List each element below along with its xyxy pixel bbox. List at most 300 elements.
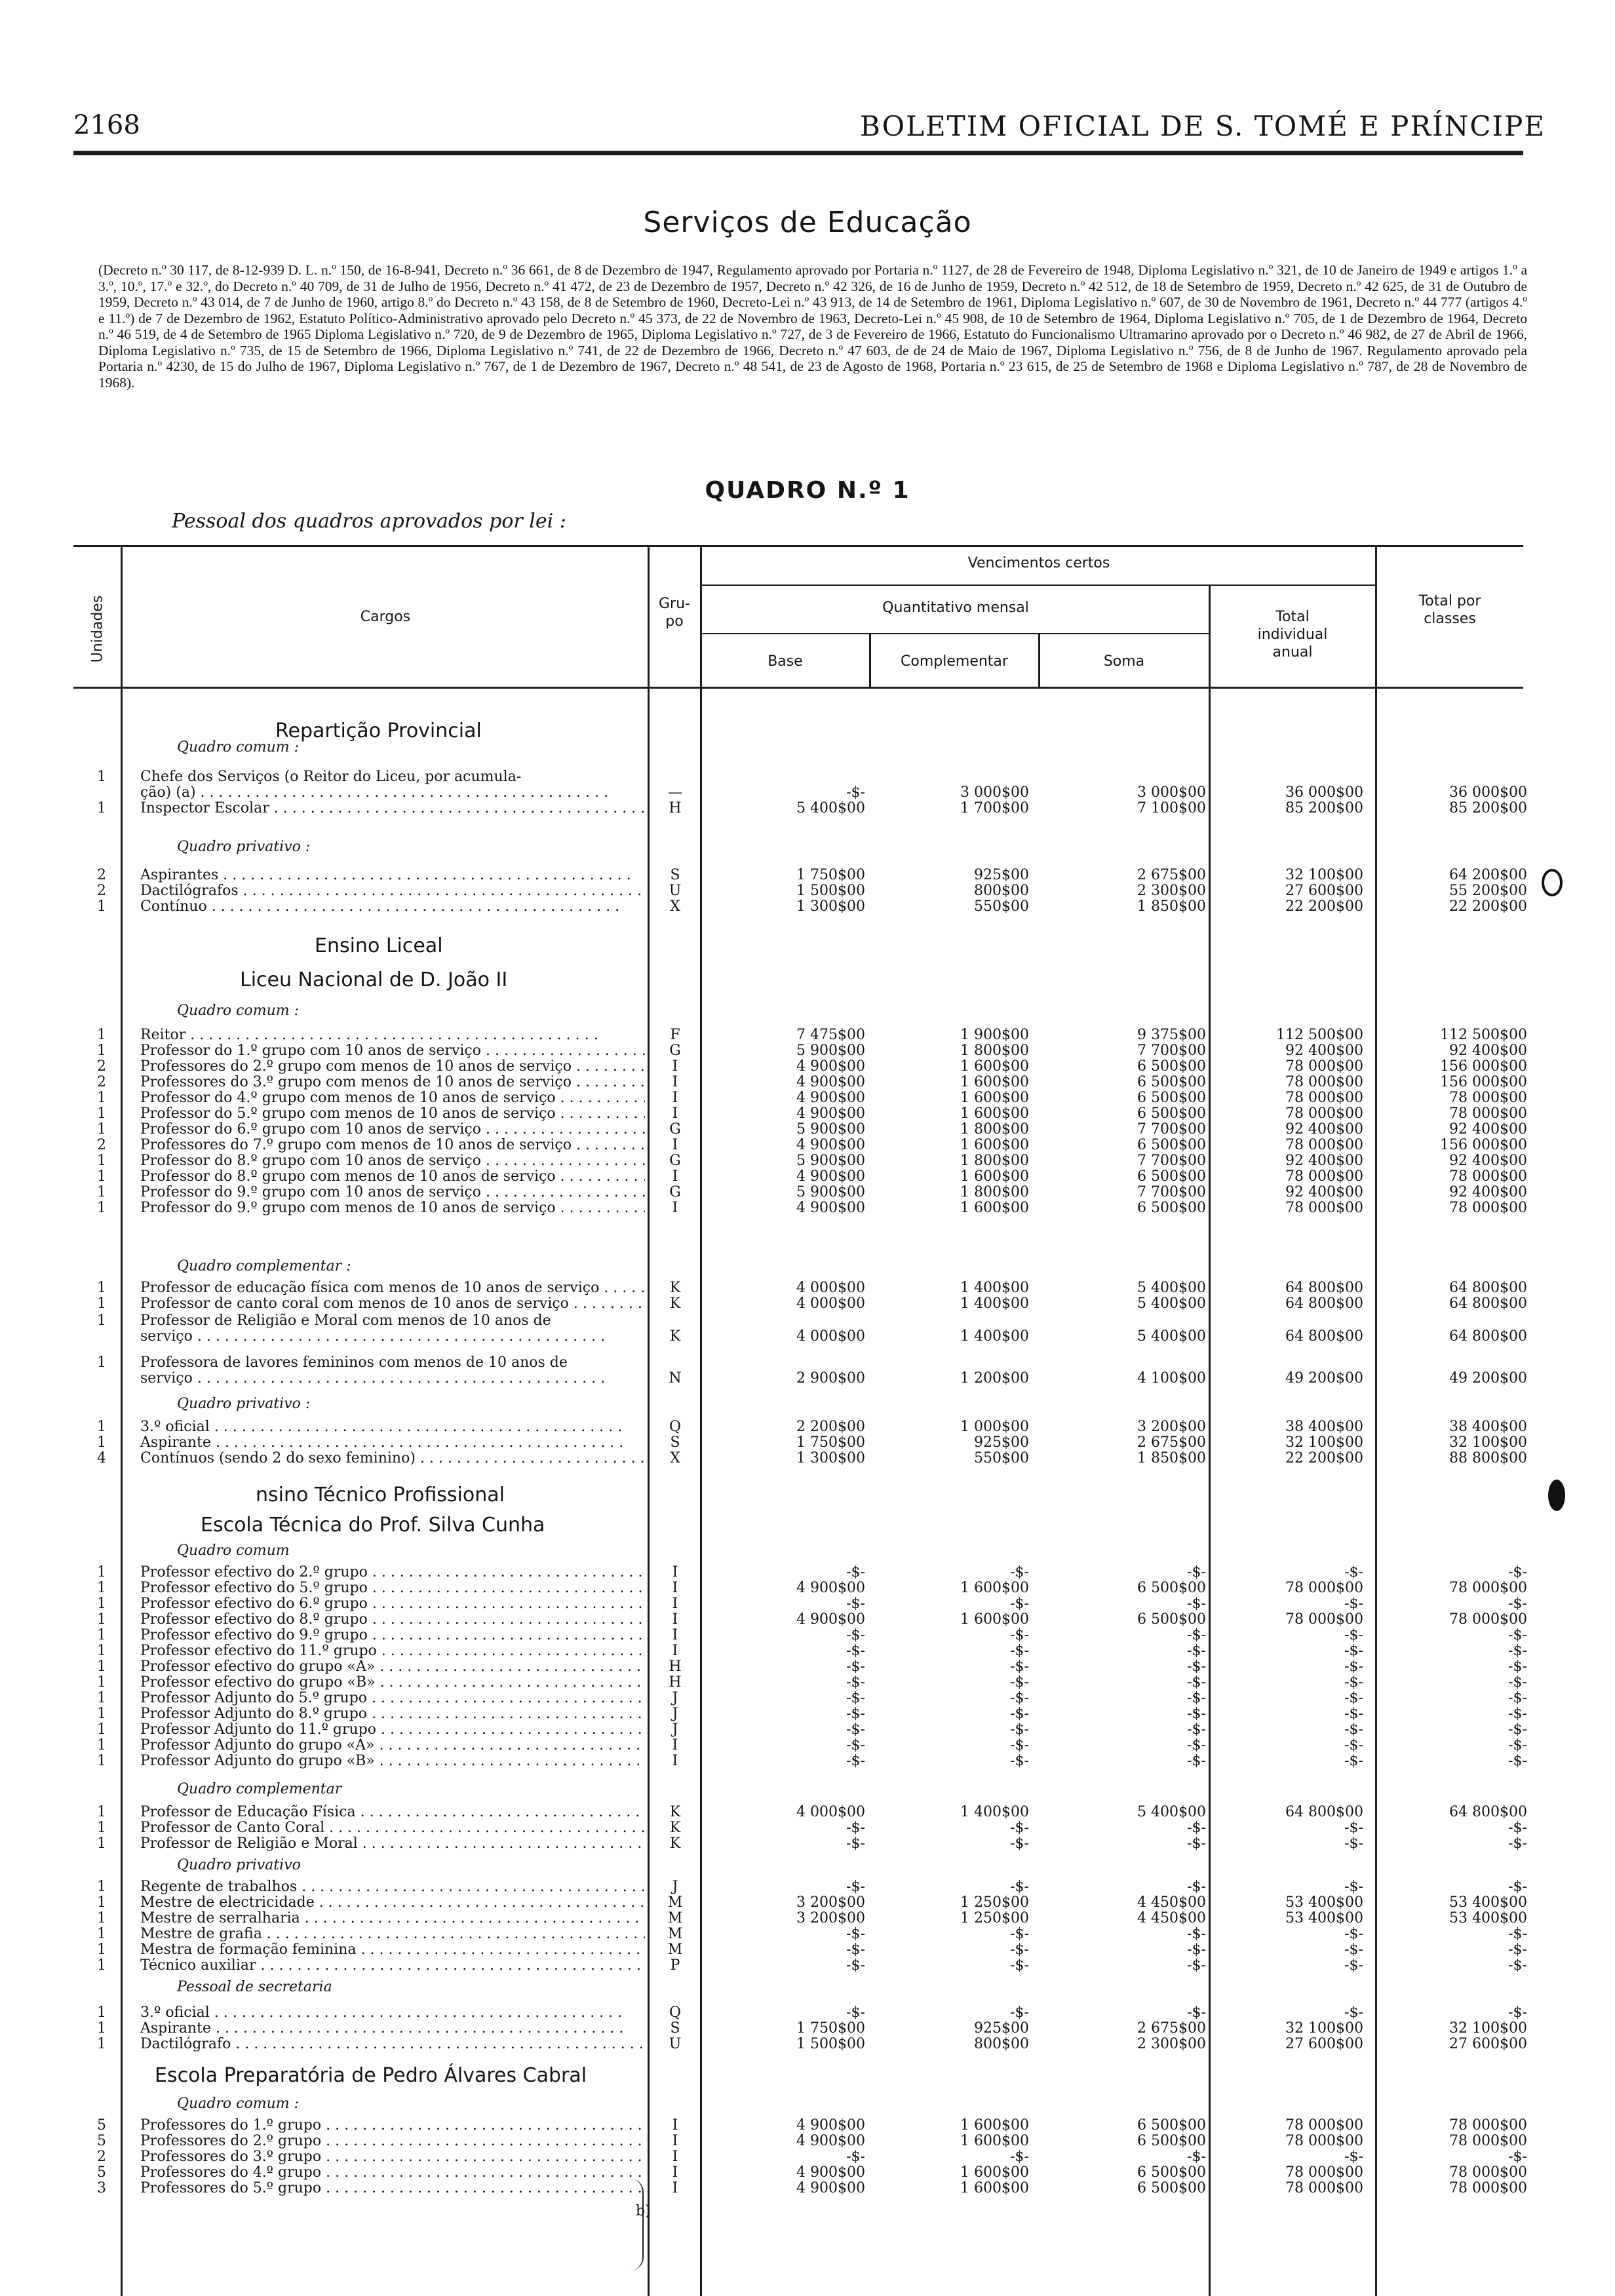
cell-unidades: 1 [97, 2004, 106, 2021]
ink-blot-mark [1548, 1480, 1565, 1511]
table-section-heading: Escola Técnica do Prof. Silva Cunha [201, 1514, 545, 1537]
cell-soma: 9 375$00 [1137, 1027, 1206, 1043]
cell-base: 4 900$00 [796, 1105, 865, 1122]
cell-total-individual: 27 600$00 [1285, 883, 1363, 899]
cell-total-individual: 36 000$00 [1285, 784, 1363, 801]
cell-base: -$- [846, 1737, 865, 1753]
cell-base: 4 900$00 [796, 1058, 865, 1075]
cell-total-individual: 78 000$00 [1285, 1137, 1363, 1153]
cell-unidades: 4 [97, 1450, 106, 1466]
cell-cargo: Contínuos (sendo 2 do sexo feminino) . . . [140, 1449, 645, 1467]
cell-grupo: I [672, 2164, 678, 2181]
cell-cargo: Professores do 3.º grupo . . . [140, 2148, 645, 2166]
cell-total-individual: 78 000$00 [1285, 1611, 1363, 1628]
cell-total-classes: -$- [1508, 1690, 1527, 1706]
cell-unidades: 1 [97, 1753, 106, 1769]
cell-complementar: 1 000$00 [960, 1419, 1029, 1435]
cell-total-individual: 92 400$00 [1285, 1184, 1363, 1200]
cell-grupo: K [669, 1295, 681, 1312]
cell-complementar: -$- [1010, 2149, 1029, 2165]
cell-total-classes: 156 000$00 [1440, 1058, 1527, 1075]
cell-complementar: 550$00 [974, 1450, 1029, 1466]
cell-cargo: Mestre de serralharia . . . [140, 1909, 645, 1927]
cell-base: 4 900$00 [796, 1200, 865, 1216]
cell-complementar: 1 600$00 [960, 1580, 1029, 1596]
table-row [0, 1369, 1615, 1387]
cell-total-individual: 32 100$00 [1285, 2020, 1363, 2037]
cell-grupo: I [672, 1074, 678, 1090]
table-row [0, 1418, 1615, 1436]
cell-unidades: 1 [97, 1894, 106, 1911]
cell-complementar: 1 400$00 [960, 1328, 1029, 1345]
cell-cargo: Professor efectivo do 9.º grupo . . . [140, 1626, 645, 1644]
cell-base: -$- [846, 1564, 865, 1580]
cell-total-individual: 112 500$00 [1276, 1027, 1363, 1043]
cell-grupo: X [670, 1450, 680, 1466]
table-row [0, 1819, 1615, 1837]
cell-soma: -$- [1187, 1690, 1206, 1706]
cell-complementar: 1 250$00 [960, 1910, 1029, 1926]
cell-cargo: Professor efectivo do grupo «A» . . . [140, 1658, 645, 1675]
table-subsection-label: Quadro comum : [177, 1003, 300, 1019]
cell-grupo: K [669, 1804, 681, 1820]
cell-complementar: 925$00 [974, 867, 1029, 883]
cell-total-individual: -$- [1344, 1690, 1363, 1706]
cell-grupo: G [669, 1153, 681, 1169]
cell-complementar: -$- [1010, 1820, 1029, 1836]
decree-references: (Decreto n.º 30 117, de 8-12-939 D. L. n.º 150, de 16-8-941, Decreto n.º 36 661, de 8 de Dezembro de 1947, Regulamento aprovado por Portaria n.º 1127, de 28 de Fevereiro de 1948, Diploma Legislativo n.º 321, de 10 de Janeiro de 1949 e artigos 1.º a 3.º, 10.º, 17.º e 32.º, do Decreto n.º 40 709, de 31 de Julho de 1956, Decreto n.º 41 472, de 23 de Dezembro de 1957, Decreto n.º 42 326, de 16 de Junho de 1959, Decreto n.º 42 512, de 18 de Setembro de 1959, Decreto n.º 42 625, de 31 de Outubro de 1959, Decreto n.º 43 014, de 7 de Junho de 1960, artigo 8.º do Decreto n.º 43 158, de 8 de Setembro de 1960, Decreto-Lei n.º 43 913, de 14 de Setembro de 1961, Diploma Legislativo n.º 607, de 30 de Novembro de 1961, Decreto n.º 44 777 (artigos 4.º e 11.º) de 7 de Dezembro de 1962, Estatuto Político-Administrativo aprovado pelo Decreto n.º 45 373, de 22 de Novembro de 1963, Decreto-Lei n.º 45 908, de 10 de Setembro de 1964, Diploma Legislativo n.º 705, de 1 de Dezembro de 1964, Decreto n.º 46 519, de 4 de Setembro de 1965 Diploma Legislativo n.º 720, de 9 de Dezembro de 1965, Diploma Legislativo n.º 727, de 3 de Fevereiro de 1966, Estatuto do Funcionalismo Ultramarino aprovado por o Decreto n.º 46 982, de 27 de Abril de 1966, Diploma Legislativo n.º 735, de 15 de Setembro de 1966, Diploma Legislativo n.º 741, de 22 de Dezembro de 1966, Decreto n.º 47 603, de de 24 de Maio de 1967, Diploma Legislativo n.º 756, de 8 de Junho de 1967. Regulamento aprovado pela Portaria n.º 4230, de 15 do Julho de 1967, Diploma Legislativo n.º 767, de 1 de Dezembro de 1967, Decreto n.º 48 541, de 23 de Agosto de 1968, Portaria n.º 23 615, de 25 de Setembro de 1968 e Diploma Legislativo n.º 787, de 28 de Novembro de 1968). [98, 262, 1527, 391]
cell-total-classes: -$- [1508, 1627, 1527, 1643]
cell-grupo: I [672, 1564, 678, 1580]
cell-base: 1 300$00 [796, 898, 865, 915]
cell-cargo: Técnico auxiliar . . . [140, 1957, 645, 1974]
cell-cargo: Mestre de grafia . . . [140, 1925, 645, 1943]
cell-cargo: Professor de Canto Coral . . . [140, 1819, 645, 1837]
cell-total-individual: 78 000$00 [1285, 1074, 1363, 1090]
cell-grupo: I [672, 1753, 678, 1769]
table-row [0, 1354, 1615, 1371]
cell-cargo: Professores do 2.º grupo . . . [140, 2132, 645, 2150]
table-subsection-label: Quadro comum : [177, 2095, 300, 2112]
cell-total-individual: 64 800$00 [1285, 1280, 1363, 1296]
cell-complementar: 1 600$00 [960, 1105, 1029, 1122]
cell-total-individual: -$- [1344, 1706, 1363, 1722]
cell-complementar: 1 600$00 [960, 1074, 1029, 1090]
cell-soma: -$- [1187, 1957, 1206, 1974]
cell-unidades: 1 [97, 1910, 106, 1926]
cell-cargo: Professor Adjunto do 8.º grupo . . . [140, 1705, 645, 1723]
cell-complementar: -$- [1010, 1835, 1029, 1852]
table-row [0, 1089, 1615, 1107]
cell-grupo: I [672, 1611, 678, 1628]
cell-total-individual: 78 000$00 [1285, 2180, 1363, 2196]
ink-blot-mark-small [1542, 869, 1563, 896]
cell-grupo: G [669, 1043, 681, 1059]
table-row [0, 1894, 1615, 1911]
cell-unidades: 1 [97, 1627, 106, 1643]
cell-cargo: Professores do 3.º grupo com menos de 10 anos de serviço . . . [140, 1073, 645, 1091]
table-row [0, 2004, 1615, 2021]
cell-complementar: 1 800$00 [960, 1153, 1029, 1169]
table-row [0, 2164, 1615, 2181]
header-unidades [75, 590, 121, 668]
table-row [0, 2132, 1615, 2150]
cell-unidades: 1 [97, 1721, 106, 1738]
table-row [0, 1168, 1615, 1185]
cell-cargo: Professor efectivo do 5.º grupo . . . [140, 1579, 645, 1597]
cell-total-individual: 92 400$00 [1285, 1043, 1363, 1059]
cell-grupo: M [667, 1942, 683, 1958]
table-row [0, 1674, 1615, 1691]
cell-total-individual: 78 000$00 [1285, 1105, 1363, 1122]
cell-grupo: I [672, 1596, 678, 1612]
cell-base: 4 900$00 [796, 2117, 865, 2133]
cell-complementar: 1 600$00 [960, 1200, 1029, 1216]
cell-grupo: K [669, 1328, 681, 1345]
table-row [0, 1579, 1615, 1597]
cell-total-classes: -$- [1508, 1658, 1527, 1675]
cell-soma: 7 700$00 [1137, 1121, 1206, 1138]
table-row [0, 1736, 1615, 1754]
cell-complementar: 1 600$00 [960, 2180, 1029, 2196]
cell-soma: -$- [1187, 1564, 1206, 1580]
cell-soma: 7 700$00 [1137, 1043, 1206, 1059]
cell-cargo: Professor Adjunto do grupo «B» . . . [140, 1752, 645, 1770]
cell-unidades: 1 [97, 1926, 106, 1942]
header-rule [73, 151, 1523, 155]
cell-unidades: 1 [97, 1280, 106, 1296]
table-row [0, 1042, 1615, 1060]
table-row [0, 1835, 1615, 1852]
cell-soma: 2 300$00 [1137, 2036, 1206, 2052]
table-section-heading: Ensino Liceal [315, 934, 443, 957]
cell-total-individual: -$- [1344, 1627, 1363, 1643]
cell-unidades: 1 [97, 800, 106, 816]
table-section-heading: Liceu Nacional de D. João II [240, 968, 508, 991]
cell-complementar: -$- [1010, 1564, 1029, 1580]
cell-total-classes: 78 000$00 [1449, 1611, 1527, 1628]
table-section-heading: Repartição Provincial [275, 719, 482, 742]
cell-base: -$- [846, 1753, 865, 1769]
cell-total-individual: 64 800$00 [1285, 1328, 1363, 1345]
cell-total-classes: 78 000$00 [1449, 1200, 1527, 1216]
cell-cargo: Mestre de electricidade . . . [140, 1894, 645, 1911]
cell-unidades: 1 [97, 1942, 106, 1958]
cell-cargo: Professor de Educação Física . . . [140, 1803, 645, 1821]
cell-soma: 7 700$00 [1137, 1153, 1206, 1169]
table-row [0, 1152, 1615, 1170]
cell-soma: 6 500$00 [1137, 2117, 1206, 2133]
cell-base: 4 000$00 [796, 1295, 865, 1312]
cell-soma: -$- [1187, 1706, 1206, 1722]
table-row [0, 1434, 1615, 1451]
cell-cargo: Aspirante . . . [140, 1434, 645, 1451]
cell-unidades: 1 [97, 1419, 106, 1435]
table-row [0, 799, 1615, 817]
cell-base: 4 900$00 [796, 1074, 865, 1090]
cell-total-classes: -$- [1508, 1820, 1527, 1836]
cell-grupo: I [672, 2117, 678, 2133]
cell-grupo: J [672, 1721, 678, 1738]
cell-soma: 2 300$00 [1137, 883, 1206, 899]
cell-cargo: Professor do 8.º grupo com menos de 10 anos de serviço . . . [140, 1168, 645, 1185]
cell-complementar: 1 400$00 [960, 1804, 1029, 1820]
quadro-title: QUADRO N.º 1 [705, 477, 910, 504]
table-row [0, 2116, 1615, 2134]
cell-complementar: -$- [1010, 1957, 1029, 1974]
cell-grupo: I [672, 1168, 678, 1185]
cell-total-individual: 22 200$00 [1285, 898, 1363, 915]
table-row [0, 1721, 1615, 1738]
cell-cargo: Professor do 9.º grupo com 10 anos de serviço . . . [140, 1183, 645, 1201]
cell-soma: 6 500$00 [1137, 1611, 1206, 1628]
cell-soma: 5 400$00 [1137, 1280, 1206, 1296]
cell-soma: -$- [1187, 1737, 1206, 1753]
table-row [0, 1279, 1615, 1297]
cell-total-individual: 78 000$00 [1285, 2133, 1363, 2149]
cell-grupo: I [672, 1137, 678, 1153]
cell-soma: -$- [1187, 1879, 1206, 1895]
cell-base: 3 200$00 [796, 1910, 865, 1926]
cell-soma: 7 700$00 [1137, 1184, 1206, 1200]
cell-soma: 4 450$00 [1137, 1910, 1206, 1926]
cell-complementar: 800$00 [974, 883, 1029, 899]
cell-unidades: 1 [97, 1737, 106, 1753]
table-subsection-label: Quadro complementar : [177, 1258, 351, 1274]
cell-unidades: 1 [97, 1643, 106, 1659]
cell-cargo: Professor efectivo do grupo «B» . . . [140, 1674, 645, 1691]
table-row [0, 1925, 1615, 1943]
cell-complementar: -$- [1010, 1753, 1029, 1769]
cell-base: 1 750$00 [796, 867, 865, 883]
cell-total-classes: 64 200$00 [1449, 867, 1527, 883]
quantitativo-rule [701, 633, 1210, 634]
cell-base: 3 200$00 [796, 1894, 865, 1911]
table-row [0, 1058, 1615, 1075]
cell-total-individual: 92 400$00 [1285, 1153, 1363, 1169]
cell-base: -$- [846, 1957, 865, 1974]
cell-unidades: 5 [97, 2164, 106, 2181]
table-row [0, 1312, 1615, 1330]
cell-total-classes: -$- [1508, 1706, 1527, 1722]
cell-total-classes: 49 200$00 [1449, 1370, 1527, 1387]
cell-base: 4 900$00 [796, 1580, 865, 1596]
cell-base: -$- [846, 1643, 865, 1659]
cell-soma: 6 500$00 [1137, 2164, 1206, 2181]
cell-total-classes: 92 400$00 [1449, 1184, 1527, 1200]
cell-unidades: 1 [97, 1820, 106, 1836]
cell-cargo: Aspirantes . . . [140, 866, 645, 884]
cell-grupo: H [669, 1658, 682, 1675]
header-total-classes: Total por classes [1418, 593, 1481, 627]
cell-base: -$- [846, 1706, 865, 1722]
cell-grupo: S [670, 2020, 680, 2037]
cell-grupo: U [669, 883, 682, 899]
cell-total-individual: 78 000$00 [1285, 2164, 1363, 2181]
cell-total-individual: -$- [1344, 2004, 1363, 2021]
cell-base: 5 900$00 [796, 1043, 865, 1059]
cell-complementar: -$- [1010, 1942, 1029, 1958]
cell-unidades: 1 [97, 1153, 106, 1169]
cell-total-classes: -$- [1508, 1753, 1527, 1769]
cell-total-individual: -$- [1344, 1721, 1363, 1738]
cell-cargo: Professor do 4.º grupo com menos de 10 anos de serviço . . . [140, 1089, 645, 1107]
cell-complementar: 1 600$00 [960, 1090, 1029, 1106]
cell-grupo: I [672, 1058, 678, 1075]
table-subsection-label: Quadro complementar [177, 1781, 342, 1797]
cell-unidades: 1 [97, 1121, 106, 1138]
cell-soma: 6 500$00 [1137, 1058, 1206, 1075]
cell-complementar: 925$00 [974, 1434, 1029, 1451]
cell-total-classes: 112 500$00 [1440, 1027, 1527, 1043]
cell-total-classes: 156 000$00 [1440, 1074, 1527, 1090]
cell-soma: 5 400$00 [1137, 1328, 1206, 1345]
cell-cargo: ção) (a) . . . [140, 784, 645, 801]
cell-base: 5 400$00 [796, 800, 865, 816]
cell-grupo: Q [669, 2004, 682, 2021]
cell-unidades: 1 [97, 1184, 106, 1200]
cell-cargo: Professor Adjunto do 5.º grupo . . . [140, 1689, 645, 1707]
cell-cargo: Professor de Religião e Moral . . . [140, 1835, 645, 1852]
cell-complementar: -$- [1010, 1721, 1029, 1738]
cell-grupo: F [670, 1027, 680, 1043]
cell-cargo: Professor Adjunto do 11.º grupo . . . [140, 1721, 645, 1738]
cell-total-classes: 22 200$00 [1449, 898, 1527, 915]
table-row [0, 1909, 1615, 1927]
cell-unidades: 1 [97, 769, 106, 785]
cell-complementar: -$- [1010, 1596, 1029, 1612]
cell-cargo: serviço . . . [140, 1369, 645, 1387]
cell-unidades: 1 [97, 1027, 106, 1043]
table-subsection-label: Quadro comum : [177, 739, 300, 756]
cell-grupo: H [669, 800, 682, 816]
cell-unidades: 1 [97, 1354, 106, 1371]
cell-total-classes: 78 000$00 [1449, 1580, 1527, 1596]
cell-base: 1 750$00 [796, 2020, 865, 2037]
cell-grupo: — [668, 784, 682, 801]
cell-grupo: I [672, 1090, 678, 1106]
cell-soma: 6 500$00 [1137, 1580, 1206, 1596]
cell-total-classes: 92 400$00 [1449, 1153, 1527, 1169]
cell-base: 1 300$00 [796, 1450, 865, 1466]
cell-soma: 4 450$00 [1137, 1894, 1206, 1911]
cell-total-classes: 92 400$00 [1449, 1121, 1527, 1138]
cell-cargo: Professor de canto coral com menos de 10 anos de serviço . . . [140, 1295, 645, 1312]
cell-total-classes: 88 800$00 [1449, 1450, 1527, 1466]
cell-total-individual: -$- [1344, 1643, 1363, 1659]
cell-soma: 5 400$00 [1137, 1295, 1206, 1312]
cell-total-individual: 78 000$00 [1285, 1200, 1363, 1216]
cell-total-individual: 64 800$00 [1285, 1295, 1363, 1312]
cell-cargo: Professor Adjunto do grupo «A» . . . [140, 1736, 645, 1754]
cell-complementar: 1 600$00 [960, 2133, 1029, 2149]
cell-grupo: J [672, 1879, 678, 1895]
cell-total-classes: 64 800$00 [1449, 1295, 1527, 1312]
table-row [0, 1199, 1615, 1217]
cell-unidades: 1 [97, 2036, 106, 2052]
table-row [0, 1752, 1615, 1770]
cell-cargo: Professor do 6.º grupo com 10 anos de serviço . . . [140, 1120, 645, 1138]
cell-total-individual: 78 000$00 [1285, 1168, 1363, 1185]
cell-total-individual: -$- [1344, 1957, 1363, 1974]
cell-grupo: I [672, 1105, 678, 1122]
table-row [0, 1295, 1615, 1312]
cell-total-individual: -$- [1344, 1926, 1363, 1942]
cell-soma: 5 400$00 [1137, 1804, 1206, 1820]
cell-grupo: K [669, 1280, 681, 1296]
cell-total-classes: 53 400$00 [1449, 1910, 1527, 1926]
cell-total-individual: -$- [1344, 1674, 1363, 1691]
header-unidades-text: Unidades [89, 595, 106, 663]
cell-soma: -$- [1187, 1942, 1206, 1958]
table-row [0, 1658, 1615, 1675]
cell-grupo: I [672, 1643, 678, 1659]
cell-unidades: 2 [97, 867, 106, 883]
cell-unidades: 1 [97, 1295, 106, 1312]
cell-soma: 6 500$00 [1137, 1137, 1206, 1153]
cell-complementar: -$- [1010, 2004, 1029, 2021]
table-row [0, 784, 1615, 801]
cell-unidades: 2 [97, 1137, 106, 1153]
cell-total-individual: 53 400$00 [1285, 1894, 1363, 1911]
table-row [0, 882, 1615, 900]
cell-unidades: 3 [97, 2180, 106, 2196]
cell-soma: 6 500$00 [1137, 1200, 1206, 1216]
table-row [0, 1026, 1615, 1044]
cell-cargo: Professores do 4.º grupo . . . [140, 2164, 645, 2181]
cell-total-classes: -$- [1508, 1835, 1527, 1852]
cell-complementar: 1 800$00 [960, 1184, 1029, 1200]
cell-soma: -$- [1187, 2149, 1206, 2165]
header-soma: Soma [1103, 653, 1145, 670]
cell-soma: 6 500$00 [1137, 1090, 1206, 1106]
page-number: 2168 [73, 110, 140, 140]
table-subsection-label: Quadro privativo : [177, 1396, 311, 1412]
cell-base: 5 900$00 [796, 1121, 865, 1138]
cell-cargo: Professor do 9.º grupo com menos de 10 anos de serviço . . . [140, 1199, 645, 1217]
cell-grupo: G [669, 1121, 681, 1138]
cell-grupo: I [672, 1200, 678, 1216]
cell-total-individual: -$- [1344, 1737, 1363, 1753]
table-row [0, 2148, 1615, 2166]
table-row [0, 1705, 1615, 1723]
cell-complementar: 1 700$00 [960, 800, 1029, 816]
cell-soma: -$- [1187, 1835, 1206, 1852]
cell-cargo: Professor efectivo do 8.º grupo . . . [140, 1611, 645, 1628]
cell-soma: -$- [1187, 1658, 1206, 1675]
cell-cargo: Professores do 1.º grupo . . . [140, 2116, 645, 2134]
cell-cargo: Professora de lavores femininos com menos de 10 anos de [140, 1354, 568, 1371]
cell-cargo: Regente de trabalhos . . . [140, 1878, 645, 1896]
cell-grupo: I [672, 2133, 678, 2149]
cell-total-individual: 32 100$00 [1285, 867, 1363, 883]
vencimentos-rule [701, 584, 1376, 586]
table-row [0, 1449, 1615, 1467]
cell-base: -$- [846, 784, 865, 801]
cell-base: 1 500$00 [796, 883, 865, 899]
table-row [0, 866, 1615, 884]
table-subsection-label: Pessoal de secretaria [177, 1979, 332, 1995]
cell-complementar: -$- [1010, 1690, 1029, 1706]
cell-unidades: 2 [97, 883, 106, 899]
table-row [0, 1120, 1615, 1138]
cell-complementar: 1 200$00 [960, 1370, 1029, 1387]
cell-base: 2 900$00 [796, 1370, 865, 1387]
cell-total-individual: 53 400$00 [1285, 1910, 1363, 1926]
table-row [0, 1642, 1615, 1660]
cell-total-individual: -$- [1344, 1658, 1363, 1675]
cell-total-individual: 64 800$00 [1285, 1804, 1363, 1820]
